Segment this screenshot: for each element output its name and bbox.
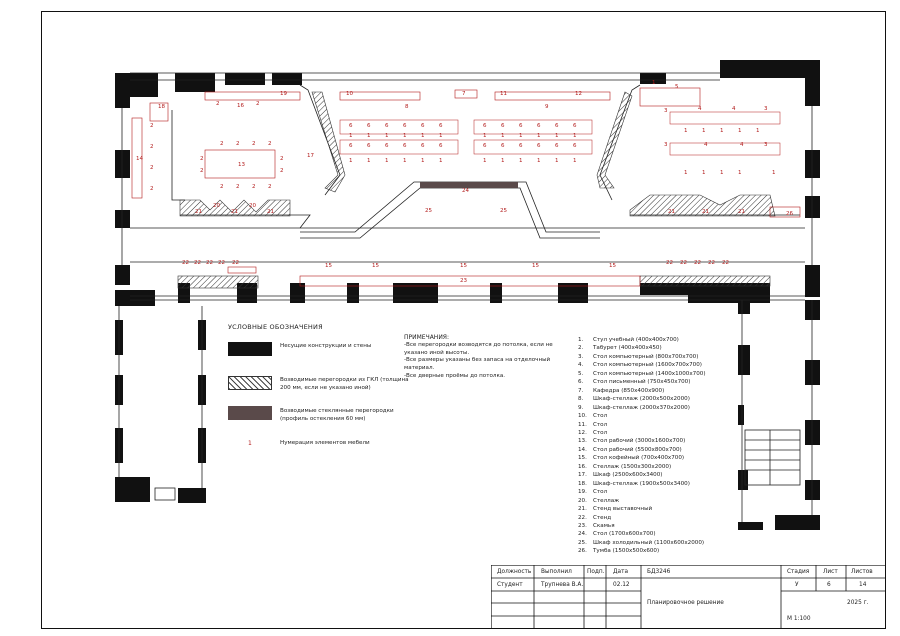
furniture-name: Стеллаж (1500x300x2000)	[593, 463, 672, 470]
svg-text:1: 1	[349, 158, 353, 164]
svg-text:1: 1	[421, 133, 425, 139]
furniture-number: 17.	[578, 472, 587, 479]
svg-text:1: 1	[702, 170, 706, 176]
legend-text: Несущие конструкции и стены	[280, 343, 372, 349]
furniture-list-item	[578, 514, 706, 522]
svg-text:11: 11	[500, 91, 507, 97]
svg-text:1: 1	[652, 80, 656, 86]
furniture-list-item	[578, 539, 706, 547]
legend-text: Возводимые стеклянные перегородки (профиль остекления 60 мм)	[280, 408, 394, 422]
svg-text:1: 1	[519, 158, 523, 164]
furniture-name: Шкаф-стеллаж (2000x500x2000)	[593, 396, 690, 403]
svg-text:2: 2	[236, 184, 240, 190]
furniture-list-item	[578, 471, 706, 479]
furniture-name: Тумба (1500x500x600)	[593, 548, 660, 555]
svg-text:6: 6	[385, 123, 389, 129]
svg-text:25: 25	[500, 208, 507, 214]
svg-text:2: 2	[268, 141, 272, 147]
svg-text:1: 1	[573, 133, 577, 139]
stamp-role: Студент	[497, 582, 523, 588]
svg-text:15: 15	[609, 263, 616, 269]
svg-text:6: 6	[555, 123, 559, 129]
svg-text:17: 17	[307, 153, 314, 159]
svg-text:2: 2	[216, 101, 220, 107]
svg-text:1: 1	[349, 133, 353, 139]
svg-text:6: 6	[403, 123, 407, 129]
furniture-number: 19.	[578, 489, 587, 496]
furniture-list-item	[578, 336, 706, 344]
furniture-number: 12.	[578, 429, 587, 436]
svg-text:22: 22	[182, 260, 189, 266]
svg-text:1: 1	[483, 158, 487, 164]
svg-text:22: 22	[722, 260, 729, 266]
furniture-number: 18.	[578, 480, 587, 487]
legend-title: УСЛОВНЫЕ ОБОЗНАЧЕНИЯ	[228, 323, 323, 331]
furniture-number: 13.	[578, 438, 587, 445]
svg-text:2: 2	[280, 168, 284, 174]
furniture-name: Шкаф-стеллаж (1900x500x3400)	[593, 480, 690, 487]
svg-text:6: 6	[555, 143, 559, 149]
svg-text:6: 6	[349, 143, 353, 149]
furniture-list-item	[578, 412, 706, 420]
svg-text:2: 2	[252, 184, 256, 190]
svg-text:2: 2	[236, 141, 240, 147]
svg-text:2: 2	[150, 144, 154, 150]
svg-text:2: 2	[150, 123, 154, 129]
furniture-name: Стол	[593, 421, 608, 428]
svg-text:6: 6	[349, 123, 353, 129]
svg-text:21: 21	[702, 209, 709, 215]
svg-text:20: 20	[213, 203, 220, 209]
svg-text:2: 2	[150, 186, 154, 192]
svg-text:19: 19	[280, 91, 287, 97]
svg-text:22: 22	[708, 260, 715, 266]
furniture-name: Стол рабочий (3000x1600x700)	[593, 438, 686, 445]
stamp-header-performed: Выполнил	[541, 569, 572, 575]
svg-text:21: 21	[195, 209, 202, 215]
gkl-partitions	[178, 92, 775, 288]
furniture-name: Стол	[593, 413, 608, 420]
furniture-list-item	[578, 530, 706, 538]
stamp-header-stage: Стадия	[787, 569, 810, 575]
furniture-name: Кафедра (850x400x900)	[593, 387, 665, 394]
svg-text:6: 6	[573, 123, 577, 129]
furniture-number: 15.	[578, 455, 587, 462]
svg-text:2: 2	[150, 165, 154, 171]
furniture-list-item	[578, 505, 706, 513]
furniture-number: 2.	[578, 345, 584, 352]
svg-text:6: 6	[519, 123, 523, 129]
svg-text:3: 3	[764, 106, 768, 112]
svg-text:2: 2	[200, 168, 204, 174]
furniture-number: 26.	[578, 548, 587, 555]
glass-partitions	[420, 182, 518, 188]
furniture-number: 21.	[578, 506, 587, 513]
furniture-name: Стол рабочий (5500x800x700)	[593, 446, 682, 453]
svg-text:1: 1	[385, 158, 389, 164]
legend-swatch-glass	[228, 406, 272, 420]
furniture-list-item	[578, 488, 706, 496]
svg-text:1: 1	[367, 133, 371, 139]
load-bearing-walls	[115, 60, 820, 530]
svg-text:1: 1	[738, 170, 742, 176]
furniture-number: 8.	[578, 396, 584, 403]
svg-text:5: 5	[675, 84, 679, 90]
svg-text:1: 1	[720, 128, 724, 134]
notes-title: ПРИМЕЧАНИЯ:	[404, 334, 449, 341]
svg-text:3: 3	[664, 142, 668, 148]
svg-text:3: 3	[764, 142, 768, 148]
furniture-list-item	[578, 463, 706, 471]
svg-text:26: 26	[786, 211, 793, 217]
stamp-title: Планировочное решение	[647, 600, 724, 606]
stamp-header-sheets: Листов	[851, 569, 873, 575]
svg-text:13: 13	[238, 162, 245, 168]
furniture-name: Стол компьютерный (800x700x700)	[593, 353, 699, 360]
svg-text:6: 6	[421, 143, 425, 149]
svg-text:6: 6	[403, 143, 407, 149]
svg-text:15: 15	[325, 263, 332, 269]
svg-text:22: 22	[694, 260, 701, 266]
furniture-list-item	[578, 522, 706, 530]
stamp-year: 2025 г.	[847, 600, 869, 606]
furniture-name: Шкаф (2500x600x3400)	[593, 472, 663, 479]
furniture-number: 23.	[578, 522, 587, 529]
svg-text:7: 7	[462, 91, 466, 97]
svg-text:6: 6	[367, 143, 371, 149]
svg-text:25: 25	[425, 208, 432, 214]
furniture-list-item	[578, 437, 706, 445]
furniture-list-item	[578, 480, 706, 488]
svg-text:2: 2	[200, 156, 204, 162]
svg-text:6: 6	[367, 123, 371, 129]
svg-text:14: 14	[136, 156, 143, 162]
svg-text:1: 1	[555, 133, 559, 139]
furniture-list-item	[578, 497, 706, 505]
stamp-sheet: 6	[827, 582, 831, 588]
svg-text:6: 6	[519, 143, 523, 149]
furniture-list-item	[578, 547, 706, 555]
stamp-header-date: Дата	[613, 569, 629, 575]
svg-text:16: 16	[237, 103, 244, 109]
svg-text:15: 15	[460, 263, 467, 269]
svg-text:6: 6	[483, 143, 487, 149]
furniture-number: 4.	[578, 362, 584, 369]
svg-text:21: 21	[738, 209, 745, 215]
furniture-list	[578, 336, 706, 556]
svg-text:1: 1	[403, 158, 407, 164]
furniture-name: Скамья	[593, 522, 615, 529]
stamp-header-role: Должность	[497, 569, 532, 575]
svg-text:22: 22	[232, 260, 239, 266]
stamp-performer: Трупнева В.А.	[541, 582, 584, 588]
svg-text:1: 1	[421, 158, 425, 164]
svg-text:1: 1	[501, 133, 505, 139]
svg-text:1: 1	[483, 133, 487, 139]
svg-text:21: 21	[267, 209, 274, 215]
svg-text:20: 20	[249, 203, 256, 209]
notes	[404, 334, 564, 381]
svg-text:1: 1	[756, 128, 760, 134]
svg-text:2: 2	[280, 156, 284, 162]
title-block	[491, 565, 886, 629]
svg-text:10: 10	[346, 91, 353, 97]
furniture-number: 6.	[578, 379, 584, 386]
svg-text:21: 21	[668, 209, 675, 215]
furniture-number: 14.	[578, 446, 587, 453]
furniture-list-item	[578, 429, 706, 437]
furniture-name: Стенд выставочный	[593, 506, 653, 513]
svg-text:1: 1	[385, 133, 389, 139]
svg-text:24: 24	[462, 188, 469, 194]
svg-text:6: 6	[501, 143, 505, 149]
furniture-name: Стол	[593, 429, 608, 436]
svg-text:6: 6	[537, 143, 541, 149]
stamp-stage: У	[795, 582, 799, 588]
svg-text:1: 1	[367, 158, 371, 164]
svg-text:4: 4	[704, 142, 708, 148]
furniture-number: 20.	[578, 497, 587, 504]
svg-text:22: 22	[194, 260, 201, 266]
note-line: -Все дверные проёмы до потолка.	[404, 372, 506, 379]
furniture-name: Стеллаж	[593, 497, 620, 504]
svg-text:1: 1	[519, 133, 523, 139]
svg-text:2: 2	[220, 141, 224, 147]
svg-text:1: 1	[720, 170, 724, 176]
svg-text:12: 12	[575, 91, 582, 97]
svg-text:22: 22	[680, 260, 687, 266]
svg-text:2: 2	[252, 141, 256, 147]
legend-text: Нумерация элементов мебели	[280, 440, 370, 446]
svg-text:21: 21	[231, 209, 238, 215]
furniture-number: 22.	[578, 514, 587, 521]
furniture-list-item	[578, 446, 706, 454]
svg-text:1: 1	[738, 128, 742, 134]
furniture-list-item	[578, 395, 706, 403]
furniture-name: Шкаф-стеллаж (2000x370x2000)	[593, 404, 690, 411]
legend-swatch-hatch	[228, 376, 272, 390]
note-line: -Все перегородки возводятся до потолка, если не указано иной высоты.	[404, 341, 553, 356]
furniture-number: 9.	[578, 404, 584, 411]
svg-text:4: 4	[732, 106, 736, 112]
svg-text:6: 6	[573, 143, 577, 149]
furniture-number: 7.	[578, 387, 584, 394]
furniture-number: 11.	[578, 421, 587, 428]
svg-text:1: 1	[702, 128, 706, 134]
stamp-sheets: 14	[859, 582, 867, 588]
svg-text:1: 1	[501, 158, 505, 164]
furniture-name: Стол компьютерный (1600x700x700)	[593, 362, 702, 369]
svg-text:2: 2	[256, 101, 260, 107]
furniture-number: 10.	[578, 413, 587, 420]
svg-text:15: 15	[372, 263, 379, 269]
furniture-list-item	[578, 387, 706, 395]
svg-text:1: 1	[439, 133, 443, 139]
furniture-number: 1.	[578, 337, 584, 343]
svg-text:6: 6	[439, 123, 443, 129]
furniture-number: 5.	[578, 370, 584, 377]
svg-text:1: 1	[555, 158, 559, 164]
furniture-number: 3.	[578, 353, 584, 360]
svg-text:8: 8	[405, 104, 409, 110]
legend-text: Возводимые перегородки из ГКЛ (толщина 200 мм, если не указано иной)	[280, 377, 409, 391]
furniture-number: 24.	[578, 531, 587, 538]
furniture-list-item	[578, 454, 706, 462]
furniture-name: Стул учебный (400x400x700)	[593, 337, 679, 343]
svg-text:3: 3	[664, 108, 668, 114]
furniture-name: Шкаф холодильный (1100x600x2000)	[593, 539, 705, 546]
svg-text:1: 1	[403, 133, 407, 139]
svg-text:1: 1	[439, 158, 443, 164]
furniture-list-item	[578, 421, 706, 429]
svg-text:1: 1	[537, 158, 541, 164]
svg-text:6: 6	[501, 123, 505, 129]
svg-text:6: 6	[421, 123, 425, 129]
svg-text:22: 22	[206, 260, 213, 266]
svg-text:1: 1	[573, 158, 577, 164]
svg-text:1: 1	[684, 128, 688, 134]
svg-text:15: 15	[532, 263, 539, 269]
furniture-list-item	[578, 378, 706, 386]
svg-text:6: 6	[439, 143, 443, 149]
furniture-name: Стенд	[593, 514, 612, 521]
stamp-header-sign: Подп.	[587, 569, 605, 575]
svg-text:1: 1	[537, 133, 541, 139]
furniture-name: Стол компьютерный (1400x1000x700)	[593, 370, 706, 377]
stamp-date: 02.12	[613, 582, 630, 588]
stamp-header-sheet: Лист	[823, 569, 838, 575]
svg-text:18: 18	[158, 104, 165, 110]
furniture-name: Стол письменный (750x450x700)	[593, 379, 691, 386]
stamp-scale: М 1:100	[787, 616, 811, 622]
furniture-list-item	[578, 361, 706, 369]
note-line: -Все размеры указаны без запаса на отделочный материал.	[404, 357, 551, 372]
furniture-number: 16.	[578, 463, 587, 470]
furniture-name: Табурет (400x400x450)	[593, 345, 662, 352]
furniture-name: Стол (1700x600x700)	[593, 531, 656, 538]
legend-swatch-solid	[228, 342, 272, 356]
svg-text:6: 6	[483, 123, 487, 129]
legend-symbol: 1	[248, 440, 252, 447]
svg-text:2: 2	[268, 184, 272, 190]
furniture-list-item	[578, 353, 706, 361]
svg-text:6: 6	[385, 143, 389, 149]
furniture-list-item	[578, 344, 706, 352]
svg-text:1: 1	[684, 170, 688, 176]
furniture-name: Стол	[593, 489, 608, 496]
svg-text:4: 4	[698, 106, 702, 112]
svg-text:4: 4	[740, 142, 744, 148]
svg-text:9: 9	[545, 104, 549, 110]
svg-text:2: 2	[220, 184, 224, 190]
stamp-code: БД3246	[647, 569, 671, 575]
furniture-number: 25.	[578, 539, 587, 546]
furniture-list-item	[578, 404, 706, 412]
svg-text:22: 22	[218, 260, 225, 266]
svg-text:22: 22	[666, 260, 673, 266]
svg-text:6: 6	[537, 123, 541, 129]
furniture-list-item	[578, 370, 706, 378]
svg-text:1: 1	[772, 170, 776, 176]
furniture-name: Стол кофейный (700x400x700)	[593, 455, 685, 462]
svg-text:23: 23	[460, 278, 467, 284]
